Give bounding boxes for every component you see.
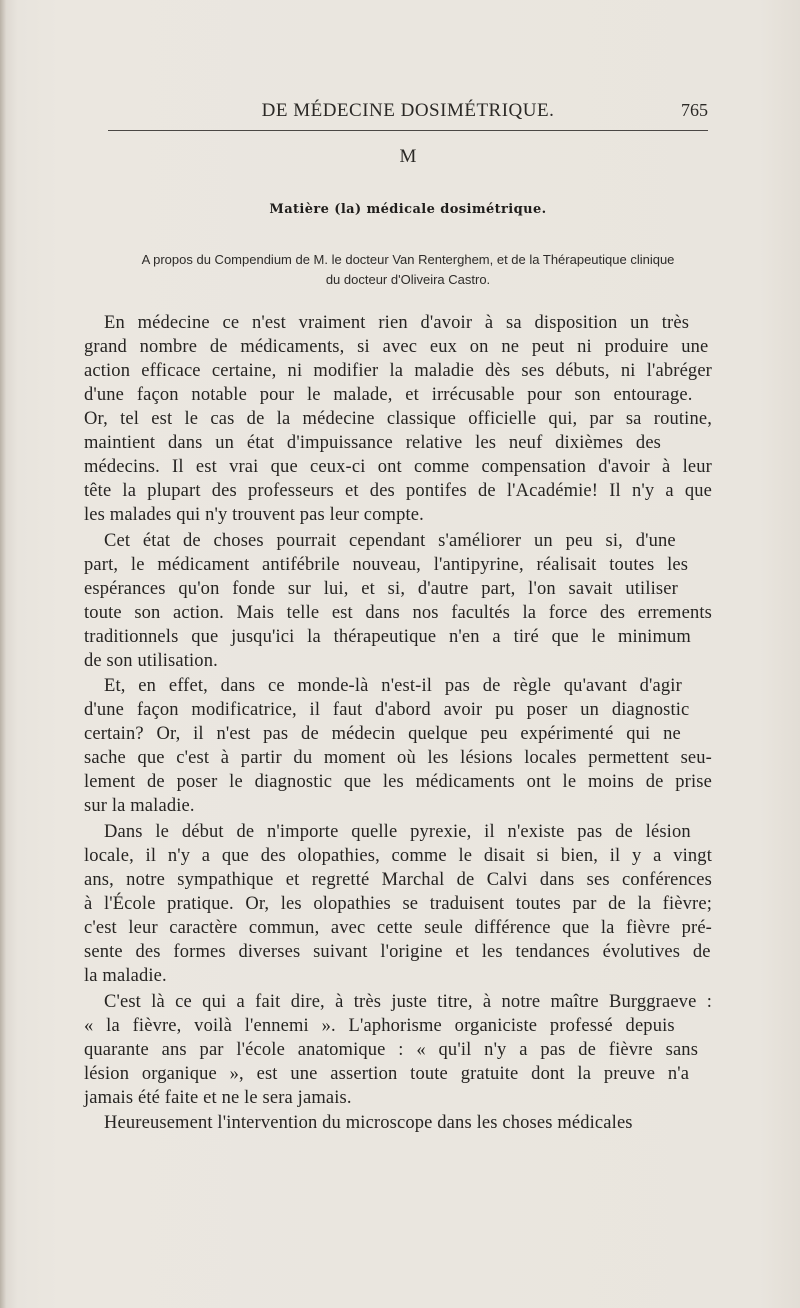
body-line: Heureusement l'intervention du microscope dans les choses médicales [104,1113,633,1133]
body-line: certain? Or, il n'est pas de médecin quelque peu expérimenté qui ne [84,724,681,744]
body-line: action efficace certaine, ni modifier la maladie dès ses débuts, ni l'abréger [84,361,712,381]
subtitle-line: A propos du Compendium de M. le docteur Van Renterghem, et de la Thérapeutique clinique [141,252,675,267]
body-line: En médecine ce n'est vraiment rien d'avoir à sa disposition un très [104,313,690,333]
body-line: Cet état de choses pourrait cependant s'améliorer un peu si, d'une [104,531,676,551]
body-line: sente des formes diverses suivant l'origine et les tendances évolutives de [84,942,711,962]
body-line: quarante ans par l'école anatomique : « qu'il n'y a pas de fièvre sans [84,1040,699,1060]
body-line: Et, en effet, dans ce monde-là n'est-il pas de règle qu'avant d'agir [104,676,682,696]
body-line: jamais été faite et ne le sera jamais. [84,1088,352,1108]
body-line: traditionnels que jusqu'ici la thérapeutique n'en a tiré que le minimum [84,627,691,647]
body-line: Dans le début de n'importe quelle pyrexie, il n'existe pas de lésion [104,822,691,842]
page-gutter [0,0,6,1308]
body-line: la maladie. [84,966,167,986]
body-line: toute son action. Mais telle est dans nos facultés la force des errements [84,603,712,623]
body-line: Or, tel est le cas de la médecine classique officielle qui, par sa routine, [84,409,712,429]
body-line: de son utilisation. [84,651,218,671]
body-line: les malades qui n'y trouvent pas leur compte. [84,505,424,525]
body-line: c'est leur caractère commun, avec cette seule différence que la fièvre pré- [84,918,712,938]
body-line: part, le médicament antifébrile nouveau, l'antipyrine, réalisait toutes les [84,555,689,575]
body-line: « la fièvre, voilà l'ennemi ». L'aphorisme organiciste professé depuis [84,1016,675,1036]
body-line: tête la plupart des professeurs et des pontifes de l'Académie! Il n'y a que [84,481,712,501]
body-line: d'une façon modificatrice, il faut d'abord avoir pu poser un diagnostic [84,700,690,720]
body-line: maintient dans un état d'impuissance relative les neuf dixièmes des [84,433,662,453]
body-line: à l'École pratique. Or, les olopathies se traduisent toutes par de la fièvre; [84,894,712,914]
body-line: ans, notre sympathique et regretté Marchal de Calvi dans ses conférences [84,870,712,890]
running-title: DE MÉDECINE DOSIMÉTRIQUE. [261,100,555,121]
body-line: lement de poser le diagnostic que les médicaments ont le moins de prise [84,772,712,792]
section-letter: M [399,146,417,167]
body-line: espérances qu'on fonde sur lui, et si, d'autre part, l'on savait utiliser [84,579,678,599]
body-line: d'une façon notable pour le malade, et irrécusable pour son entourage. [84,385,693,405]
body-line: sache que c'est à partir du moment où les lésions locales permettent seu- [84,748,712,768]
subtitle-line: du docteur d'Oliveira Castro. [325,272,491,287]
page-number: 765 [681,100,708,120]
body-line: C'est là ce qui a fait dire, à très juste titre, à notre maître Burggraeve : [104,992,712,1012]
header-rule [108,130,708,131]
body-line: sur la maladie. [84,796,195,816]
running-head [108,100,708,124]
article-subtitle [120,250,696,290]
body-line: médecins. Il est vrai que ceux-ci ont comme compensation d'avoir à leur [84,457,712,477]
body-line: locale, il n'y a que des olopathies, comme le disait si bien, il y a vingt [84,846,712,866]
body-line: lésion organique », est une assertion toute gratuite dont la preuve n'a [84,1064,690,1084]
article-title: Matière (la) médicale dosimétrique. [269,202,547,217]
body-line: grand nombre de médicaments, si avec eux on ne peut ni produire une [84,337,709,357]
